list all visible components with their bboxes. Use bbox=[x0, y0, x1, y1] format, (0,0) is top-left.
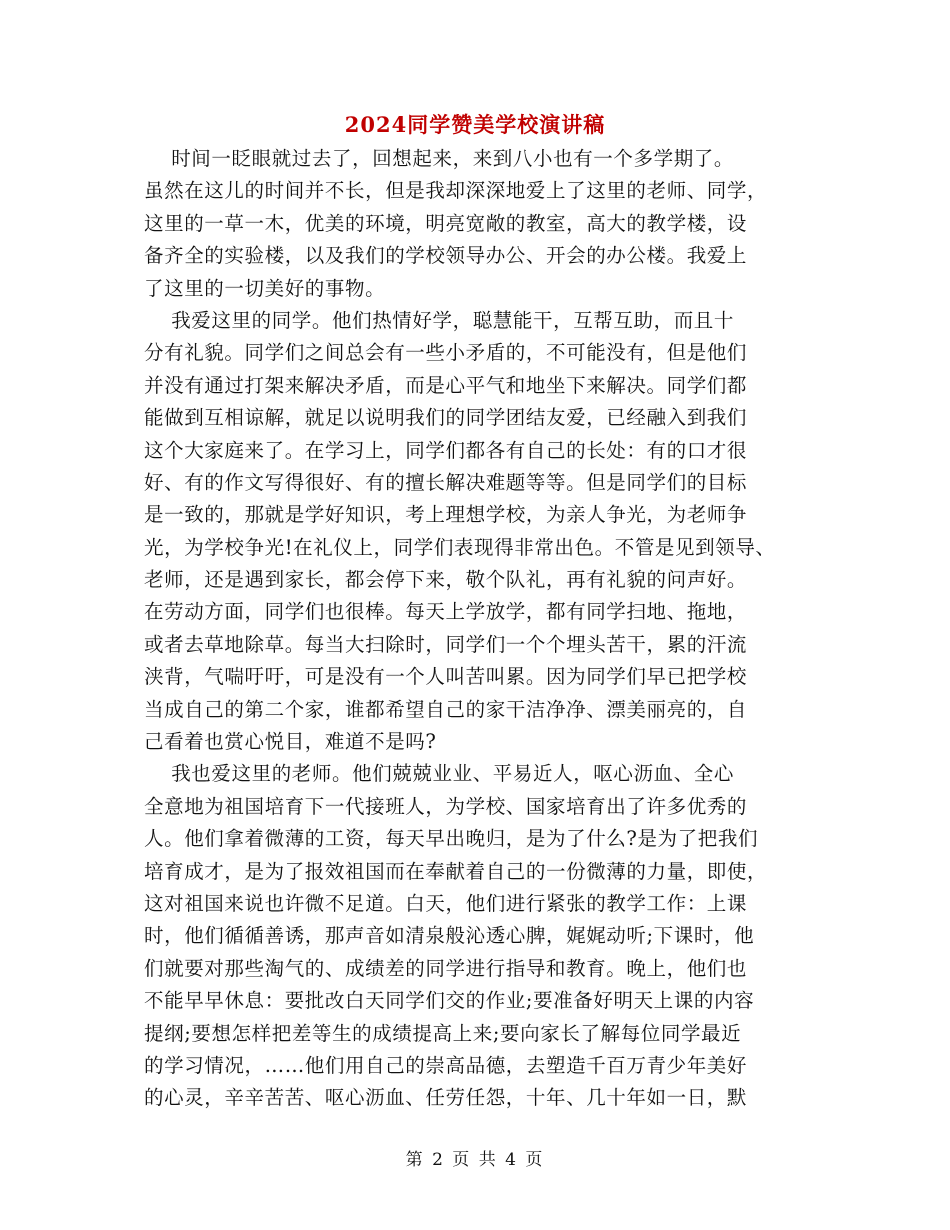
document-body bbox=[144, 143, 804, 1115]
document-title: 2024同学赞美学校演讲稿 bbox=[344, 112, 606, 137]
body-line: 人。他们拿着微薄的工资，每天早出晚归，是为了什么?是为了把我们 bbox=[144, 827, 759, 851]
body-line: 浃背，气喘吁吁，可是没有一个人叫苦叫累。因为同学们早已把学校 bbox=[144, 665, 748, 689]
body-line: 时间一眨眼就过去了，回想起来，来到八小也有一个多学期了。 bbox=[144, 147, 734, 170]
body-line: 们就要对那些淘气的、成绩差的同学进行指导和教育。晚上，他们也 bbox=[144, 956, 748, 980]
body-line: 能做到互相谅解，就足以说明我们的同学团结友爱，已经融入到我们 bbox=[144, 406, 748, 430]
body-line: 或者去草地除草。每当大扫除时，同学们一个个埋头苦干，累的汗流 bbox=[144, 632, 748, 656]
body-line: 不能早早休息：要批改白天同学们交的作业;要准备好明天上课的内容 bbox=[144, 989, 755, 1013]
body-line: 虽然在这儿的时间并不长，但是我却深深地爱上了这里的老师、同学， bbox=[144, 179, 768, 203]
body-line: 在劳动方面，同学们也很棒。每天上学放学，都有同学扫地、拖地， bbox=[144, 600, 748, 624]
body-line: 的心灵，辛辛苦苦、呕心沥血、任劳任怨，十年、几十年如一日，默 bbox=[144, 1086, 748, 1110]
body-line: 己看着也赏心悦目，难道不是吗? bbox=[144, 730, 437, 754]
body-line: 时，他们循循善诱，那声音如清泉般沁透心脾，娓娓动听;下课时，他 bbox=[144, 924, 755, 948]
body-line: 光，为学校争光!在礼仪上，同学们表现得非常出色。不管是见到领导、 bbox=[144, 535, 776, 559]
body-line: 这里的一草一木，优美的环境，明亮宽敞的教室，高大的教学楼，设 bbox=[144, 211, 748, 235]
body-line: 的学习情况，……他们用自己的崇高品德，去塑造千百万青少年美好 bbox=[144, 1053, 748, 1077]
body-line: 并没有通过打架来解决矛盾，而是心平气和地坐下来解决。同学们都 bbox=[144, 373, 748, 397]
body-line: 了这里的一切美好的事物。 bbox=[144, 276, 386, 300]
body-line: 我也爱这里的老师。他们兢兢业业、平易近人，呕心沥血、全心 bbox=[144, 762, 734, 786]
body-line: 当成自己的第二个家，谁都希望自己的家干洁净净、漂美丽亮的，自 bbox=[144, 697, 748, 721]
body-line: 好、有的作文写得很好、有的擅长解决难题等等。但是同学们的目标 bbox=[144, 470, 748, 494]
body-line: 这个大家庭来了。在学习上，同学们都各有自己的长处：有的口才很 bbox=[144, 438, 748, 462]
page-number-footer: 第 2 页 共 4 页 bbox=[405, 1150, 545, 1170]
body-line: 老师，还是遇到家长，都会停下来，敬个队礼，再有礼貌的问声好。 bbox=[144, 568, 748, 592]
body-line: 全意地为祖国培育下一代接班人，为学校、国家培育出了许多优秀的 bbox=[144, 794, 748, 818]
body-line: 分有礼貌。同学们之间总会有一些小矛盾的，不可能没有，但是他们 bbox=[144, 341, 748, 365]
body-line: 提纲;要想怎样把差等生的成绩提高上来;要向家长了解每位同学最近 bbox=[144, 1021, 742, 1045]
body-line: 是一致的，那就是学好知识，考上理想学校，为亲人争光，为老师争 bbox=[144, 503, 748, 527]
body-line: 备齐全的实验楼，以及我们的学校领导办公、开会的办公楼。我爱上 bbox=[144, 244, 748, 268]
body-line: 这对祖国来说也许微不足道。白天，他们进行紧张的教学工作：上课 bbox=[144, 891, 748, 915]
body-line: 我爱这里的同学。他们热情好学，聪慧能干，互帮互助，而且十 bbox=[144, 308, 734, 332]
body-line: 培育成才，是为了报效祖国而在奉献着自己的一份微薄的力量，即使， bbox=[144, 859, 768, 883]
